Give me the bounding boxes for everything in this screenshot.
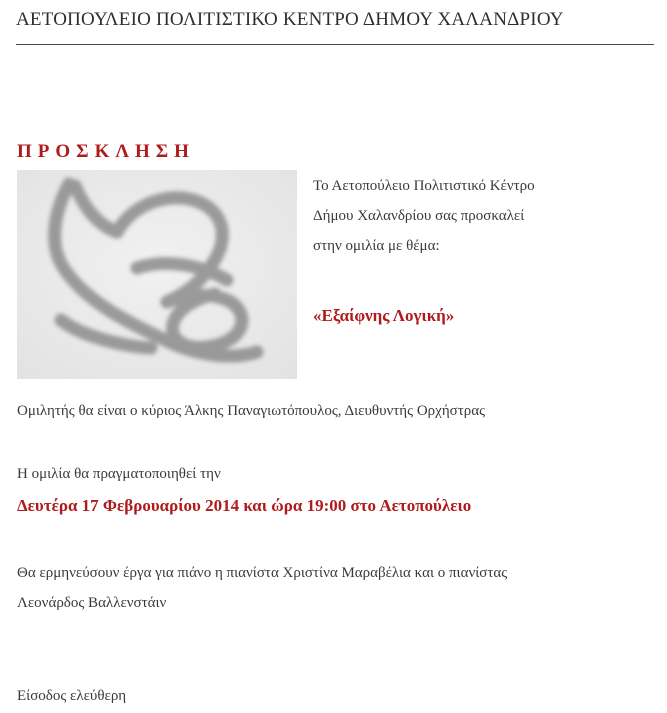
header-title: ΑΕΤΟΠΟΥΛΕΙΟ ΠΟΛΙΤΙΣΤΙΚΟ ΚΕΝΤΡΟ ΔΗΜΟΥ ΧΑΛΑΝΔΡΙΟΥ — [16, 9, 564, 30]
abstract-artwork-image — [17, 170, 297, 379]
page-header — [16, 6, 654, 45]
free-entry-line: Είσοδος ελεύθερη — [17, 688, 127, 704]
abstract-shadow-drawing — [17, 170, 297, 379]
speaker-line: Ομιλητής θα είναι ο κύριος Άλκης Παναγιωτόπουλος, Διευθυντής Ορχήστρας — [17, 403, 486, 419]
lecture-topic-title: «Εξαίφνης Λογική» — [313, 306, 455, 325]
intro-line-1: Το Αετοπούλειο Πολιτιστικό Κέντρο — [313, 178, 535, 194]
intro-line-3: στην ομιλία με θέμα: — [313, 238, 440, 254]
invitation-heading: ΠΡΟΣΚΛΗΣΗ — [17, 141, 195, 162]
intro-line-2: Δήμου Χαλανδρίου σας προσκαλεί — [313, 208, 525, 224]
event-date-line: Δευτέρα 17 Φεβρουαρίου 2014 και ώρα 19:00 στο Αετοπούλειο — [17, 496, 472, 515]
performers-line-1: Θα ερμηνεύσουν έργα για πιάνο η πιανίστα Χριστίνα Μαραβέλια και ο πιανίστας — [17, 565, 508, 581]
schedule-intro-line: Η ομιλία θα πραγματοποιηθεί την — [17, 466, 221, 482]
performers-line-2: Λεονάρδος Βαλλενστάιν — [17, 595, 167, 611]
